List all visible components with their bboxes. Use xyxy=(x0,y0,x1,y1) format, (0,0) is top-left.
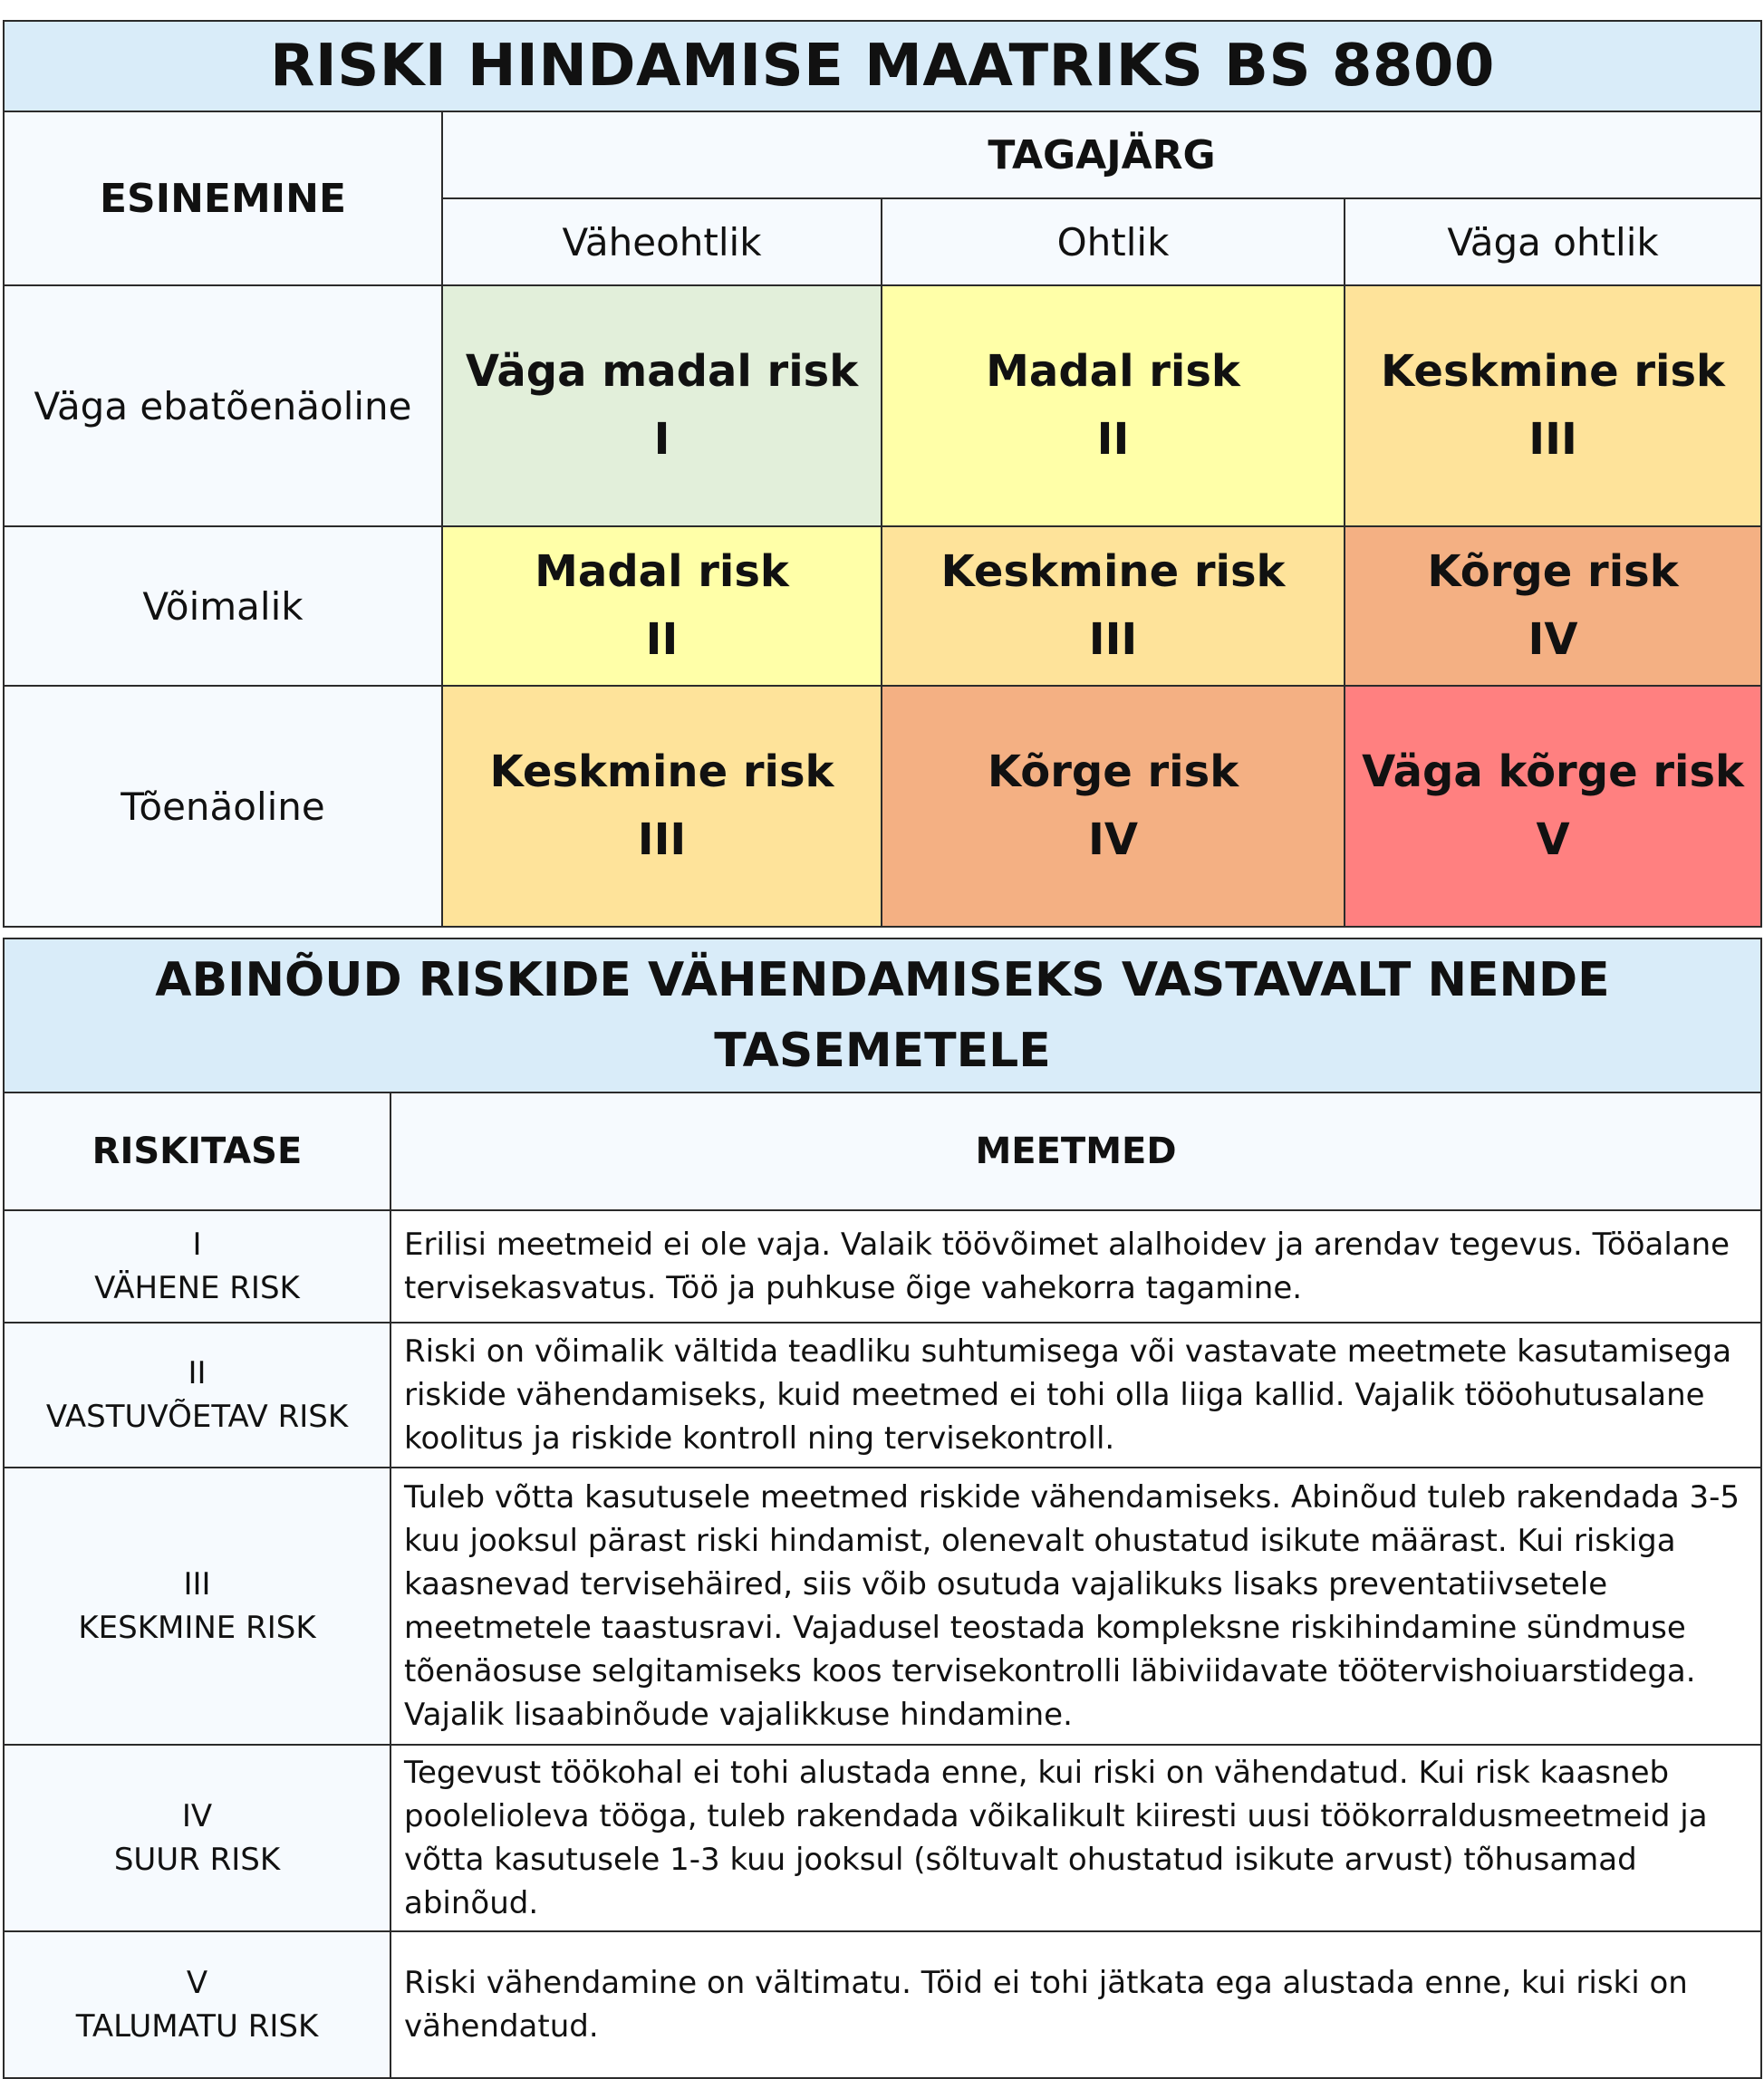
consequence-col-3: Väga ohtlik xyxy=(1345,198,1761,285)
risk-measures-table xyxy=(3,938,1762,2079)
risk-level-cell xyxy=(4,1323,390,1468)
risk-numeral: III xyxy=(183,1566,211,1603)
risk-level: IV xyxy=(1528,614,1578,665)
risk-level: III xyxy=(1088,614,1138,665)
table-row xyxy=(4,1745,1761,1931)
risk-name: Madal risk xyxy=(986,346,1240,397)
risk-name: Väga madal risk xyxy=(465,346,859,397)
risk-level-cell xyxy=(4,1468,390,1745)
matrix-row xyxy=(4,285,1761,526)
risk-name: Keskmine risk xyxy=(489,746,834,797)
table-row xyxy=(4,1323,1761,1468)
risk-name: Keskmine risk xyxy=(940,546,1286,597)
table-row xyxy=(4,1931,1761,2078)
measure-text: Riski on võimalik vältida teadliku suhtumisega või vastavate meetmete kasutamisega riskide vähendamiseks, kuid meetmed ei tohi olla liiga kallid. Vajalik tööohutusalane koolitus ja riskide kontroll ning tervisekontroll. xyxy=(390,1323,1761,1468)
occurrence-header: ESINEMINE xyxy=(4,111,442,285)
risk-level-cell xyxy=(4,1745,390,1931)
risk-cell xyxy=(442,686,882,927)
risk-level-name: SUUR RISK xyxy=(113,1842,281,1878)
risk-level-name: KESKMINE RISK xyxy=(78,1610,316,1646)
measures-header: MEETMED xyxy=(390,1092,1761,1210)
risk-level-name: VASTUVÕETAV RISK xyxy=(45,1399,349,1435)
risk-matrix-table xyxy=(3,20,1762,928)
risk-name: Madal risk xyxy=(535,546,789,597)
risk-numeral: I xyxy=(192,1227,202,1263)
occurrence-label: Võimalik xyxy=(4,526,442,686)
table-row xyxy=(4,1468,1761,1745)
measure-text: Erilisi meetmeid ei ole vaja. Valaik töövõimet alalhoidev ja arendav tegevus. Tööalane tervisekasvatus. Töö ja puhkuse õige vahekorra tagamine. xyxy=(390,1210,1761,1323)
risk-level: I xyxy=(653,414,670,465)
risk-level: V xyxy=(1536,814,1570,865)
risk-cell xyxy=(882,526,1345,686)
matrix-title: RISKI HINDAMISE MAATRIKS BS 8800 xyxy=(4,21,1761,111)
occurrence-label: Tõenäoline xyxy=(4,686,442,927)
risk-level: III xyxy=(1528,414,1577,465)
risk-cell xyxy=(442,285,882,526)
risk-cell xyxy=(1345,686,1761,927)
risk-cell xyxy=(882,285,1345,526)
risk-cell xyxy=(442,526,882,686)
risk-level-cell xyxy=(4,1210,390,1323)
table-row xyxy=(4,1210,1761,1323)
risk-level: III xyxy=(637,814,687,865)
risk-cell xyxy=(1345,285,1761,526)
risk-numeral: IV xyxy=(181,1798,213,1834)
risk-name: Kõrge risk xyxy=(1427,546,1679,597)
measure-text: Tuleb võtta kasutusele meetmed riskide vähendamiseks. Abinõud tuleb rakendada 3-5 kuu jooksul pärast riski hindamist, olenevalt ohustatud isikute määrast. Kui riskiga kaasnevad tervisehäired, siis võib osutuda vajalikuks lisaks preventatiivsetele meetmetele taastusravi. Vajadusel teostada kompleksne riskihindamine sündmuse tõenäosuse selgitamiseks koos tervisekontrolli läbiviidavate töötervishoiuarstidega. Vajalik lisaabinõude vajalikkuse hindamine. xyxy=(390,1468,1761,1745)
risk-name: Väga kõrge risk xyxy=(1362,746,1744,797)
risk-name: Kõrge risk xyxy=(987,746,1239,797)
risk-numeral: II xyxy=(188,1355,207,1391)
measure-text: Riski vähendamine on vältimatu. Töid ei tohi jätkata ega alustada enne, kui riski on vähendatud. xyxy=(390,1931,1761,2078)
consequence-col-2: Ohtlik xyxy=(882,198,1345,285)
risk-level-name: TALUMATU RISK xyxy=(75,2008,319,2045)
matrix-row xyxy=(4,686,1761,927)
risk-level: II xyxy=(645,614,679,665)
occurrence-label: Väga ebatõenäoline xyxy=(4,285,442,526)
measure-text: Tegevust töökohal ei tohi alustada enne, kui riski on vähendatud. Kui risk kaasneb poolelioleva tööga, tuleb rakendada võikalikult kiiresti uusi töökorraldusmeetmeid ja võtta kasutusele 1-3 kuu jooksul (sõltuvalt ohustatud isikute arvust) tõhusamad abinõud. xyxy=(390,1745,1761,1931)
matrix-row xyxy=(4,526,1761,686)
measures-title: ABINÕUD RISKIDE VÄHENDAMISEKS VASTAVALT NENDE TASEMETELE xyxy=(4,938,1761,1092)
risk-level: II xyxy=(1096,414,1130,465)
risk-name: Keskmine risk xyxy=(1381,346,1725,397)
risk-level: IV xyxy=(1087,814,1138,865)
risk-cell xyxy=(882,686,1345,927)
consequence-header: TAGAJÄRG xyxy=(442,111,1761,198)
consequence-col-1: Väheohtlik xyxy=(442,198,882,285)
risk-level-cell xyxy=(4,1931,390,2078)
risk-level-name: VÄHENE RISK xyxy=(94,1270,300,1306)
risk-level-header: RISKITASE xyxy=(4,1092,390,1210)
risk-cell xyxy=(1345,526,1761,686)
risk-numeral: V xyxy=(186,1965,208,2001)
